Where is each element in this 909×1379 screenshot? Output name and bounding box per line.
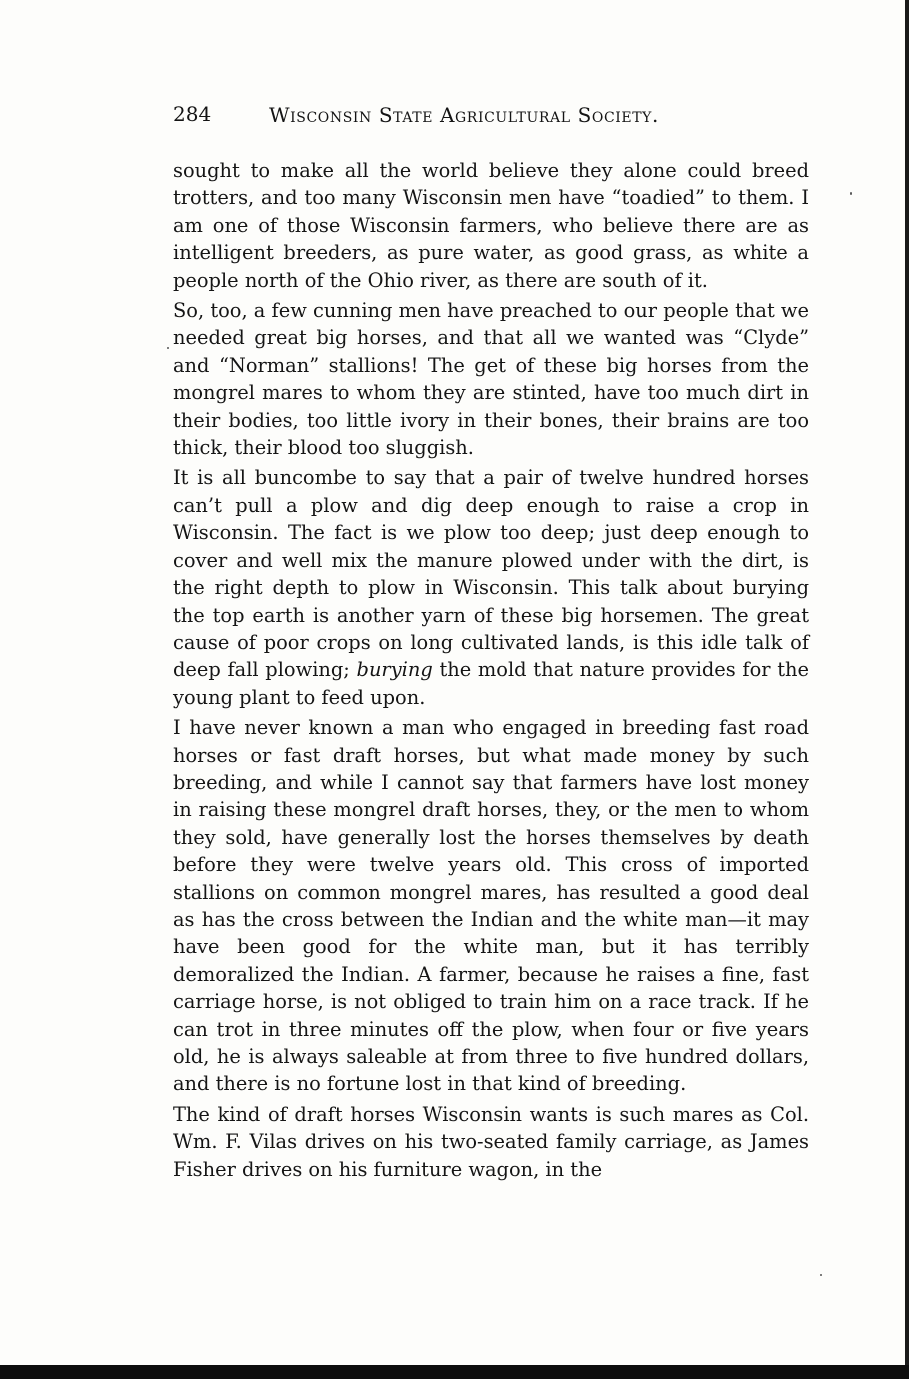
paragraph-text: The kind of draft horses Wisconsin wants is such mares as Col. Wm. F. Vilas drives on his two-seated family carriage, as James Fisher drives on his furniture wagon, in the — [173, 1102, 809, 1181]
italic-text: burying — [356, 658, 433, 682]
paper-speck — [850, 192, 852, 195]
page-edge-shadow — [905, 0, 909, 1379]
paragraph — [173, 297, 809, 461]
paragraph — [173, 464, 809, 711]
paragraph-text: So, too, a few cunning men have preached to our people that we needed great big horses, and that all we wanted was “Clyde” and “Norman” stallions! The get of these big horses from the mongrel mares to whom they are stinted, have too much dirt in their bodies, too little ivory in their bones, their brains are too thick, their blood too sluggish. — [173, 299, 809, 460]
paragraph-text: I have never known a man who engaged in breeding fast road horses or fast draft horses, but what made money by such breeding, and while I cannot say that farmers have lost money in raising these mongrel draft horses, they, or the men to whom they sold, have generally lost the horses themselves by death before they were twelve years old. This cross of imported stallions on common mongrel mares, has resulted a good deal as has the cross between the Indian and the white man—it may have been good for the white man, but it has terribly demoralized the Indian. A farmer, because he raises a fine, fast carriage horse, is not obliged to train him on a race track. If he can trot in three minutes off the plow, when four or five years old, he is always saleable at from three to five hundred dollars, and there is no fortune lost in that kind of breeding. — [173, 716, 809, 1096]
paragraph-text: sought to make all the world believe they alone could breed trotters, and too many Wisconsin men have “toadied” to them. I am one of those Wisconsin farmers, who believe there are as intelligent breeders, as pure water, as good grass, as white a people north of the Ohio river, as there are south of it. — [173, 159, 809, 292]
body-text — [173, 157, 809, 1186]
paper-speck — [167, 347, 169, 349]
scan-border-bottom — [0, 1365, 909, 1379]
paper-speck — [820, 1274, 822, 1276]
running-head: Wisconsin State Agricultural Society. — [269, 103, 659, 127]
paragraph — [173, 714, 809, 1098]
paragraph — [173, 1101, 809, 1183]
paragraph — [173, 157, 809, 294]
page-number: 284 — [173, 102, 212, 126]
paragraph-text: It is all buncombe to say that a pair of twelve hundred horses can’t pull a plow and dig deep enough to raise a crop in Wisconsin. The fact is we plow too deep; just deep enough to cover and well mix the manure plowed under with the dirt, is the right depth to plow in Wisconsin. This talk about burying the top earth is another yarn of these big horsemen. The great cause of poor crops on long cultivated lands, is this idle talk of deep fall plowing; — [173, 466, 809, 682]
paragraph-text: the mold that nature provides for the young plant to feed upon. — [173, 658, 809, 709]
